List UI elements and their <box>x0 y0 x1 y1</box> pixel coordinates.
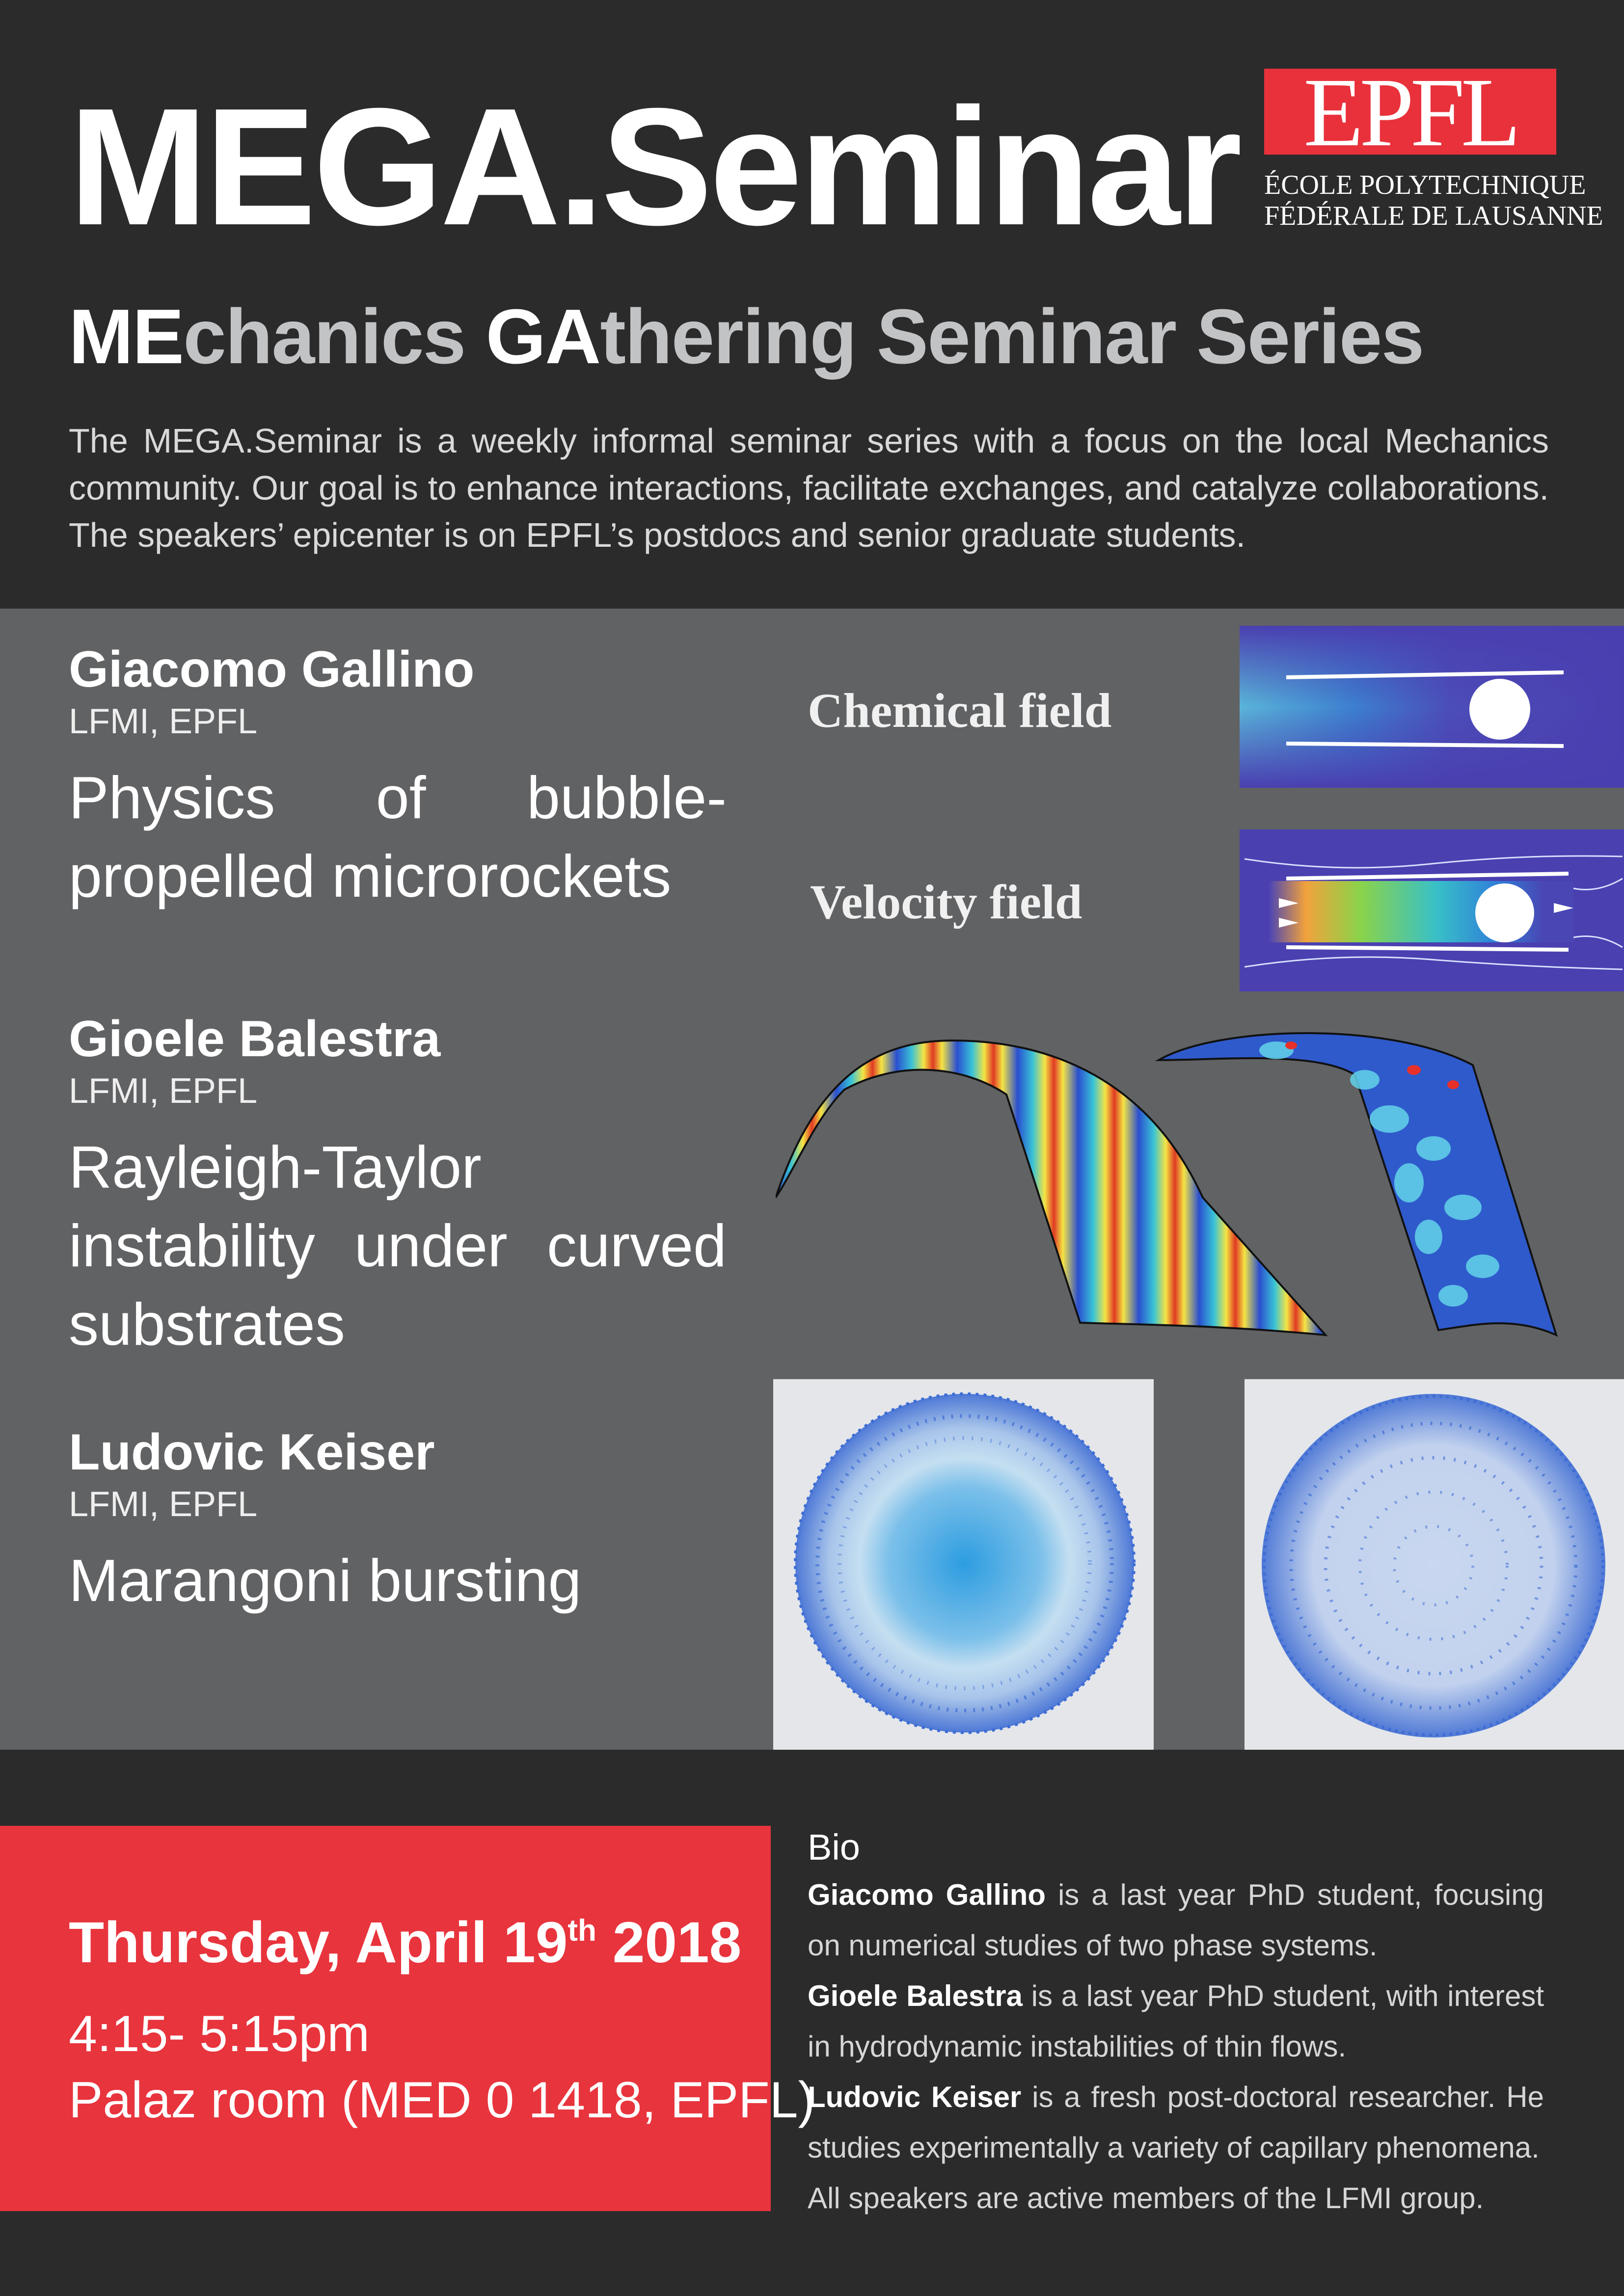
speaker-affiliation: LFMI, EPFL <box>69 1484 258 1524</box>
bio-entry <box>808 2072 1544 2173</box>
speaker-affiliation: LFMI, EPFL <box>69 701 258 741</box>
speaker-name: Ludovic Keiser <box>69 1424 435 1481</box>
speaker-affiliation: LFMI, EPFL <box>69 1071 258 1111</box>
speaker-2 <box>69 1010 727 1363</box>
bio-text: is a last year PhD student, with interest in hydrodynamic instabilities of thin flows. <box>808 1979 1544 2063</box>
intro-paragraph: The MEGA.Seminar is a weekly informal seminar series with a focus on the local Mechanics community. Our goal is to enhance interactions, facilitate exchanges, and catalyze collaborations. The speakers’ epicenter is on EPFL’s postdocs and senior graduate students. <box>69 422 1549 554</box>
bio-footer: All speakers are active members of the LFMI group. <box>808 2181 1484 2215</box>
bio-text: is a last year PhD student, focusing on numerical studies of two phase systems. <box>808 1878 1544 1962</box>
talk-title: Rayleigh-Taylor instability under curved substrates <box>69 1133 727 1358</box>
speaker-name: Gioele Balestra <box>69 1011 441 1068</box>
speaker-3 <box>69 1423 727 1620</box>
bio-heading: Bio <box>808 1827 860 1868</box>
epfl-logo-line2: FÉDÉRALE DE LAUSANNE <box>1264 201 1603 231</box>
event-place: Palaz room (MED 0 1418, EPFL) <box>69 2072 815 2129</box>
subtitle-highlight-ga: GA <box>486 294 600 380</box>
speaker-1 <box>69 641 727 915</box>
bio-name: Gioele Balestra <box>808 1979 1023 2012</box>
bio-name: Giacomo Gallino <box>808 1878 1046 1911</box>
subtitle-part-2: thering Seminar Series <box>600 294 1424 380</box>
chemical-field-label: Chemical field <box>808 683 1112 738</box>
subtitle-highlight-me: ME <box>69 294 183 380</box>
series-subtitle <box>69 294 1423 380</box>
bio-name: Ludovic Keiser <box>808 2080 1022 2113</box>
bio-entry <box>808 1971 1544 2072</box>
rayleigh-taylor-arch-image <box>776 1021 1624 1355</box>
bio-text: is a fresh post-doctoral researcher. He studies experimentally a variety of capillary phenomena. <box>808 2080 1544 2164</box>
page-title: MEGA.Seminar <box>69 74 1240 260</box>
event-time: 4:15- 5:15pm <box>69 2005 370 2062</box>
subtitle-part-1: chanics <box>183 294 486 380</box>
velocity-field-image <box>1240 829 1624 991</box>
event-date-year: 2018 <box>596 1910 742 1975</box>
event-date-suffix: th <box>568 1914 596 1948</box>
epfl-logo <box>1264 58 1603 231</box>
velocity-field-label: Velocity field <box>810 875 1083 929</box>
event-date-main: Thursday, April 19 <box>69 1910 568 1975</box>
talk-title: Marangoni bursting <box>69 1547 582 1614</box>
epfl-logo-mark: EPFL <box>1303 58 1517 167</box>
bio-section <box>808 1826 1544 2223</box>
chemical-field-image <box>1240 626 1624 788</box>
speaker-name: Giacomo Gallino <box>69 641 475 698</box>
bio-entry <box>808 1869 1544 1971</box>
talk-title: Physics of bubble-propelled microrockets <box>69 764 727 909</box>
marangoni-drop-image-1 <box>773 1379 1154 1750</box>
event-date <box>69 1909 741 1976</box>
marangoni-drop-image-2 <box>1245 1379 1624 1750</box>
event-info-box <box>0 1826 815 2211</box>
epfl-logo-line1: ÉCOLE POLYTECHNIQUE <box>1264 170 1586 200</box>
